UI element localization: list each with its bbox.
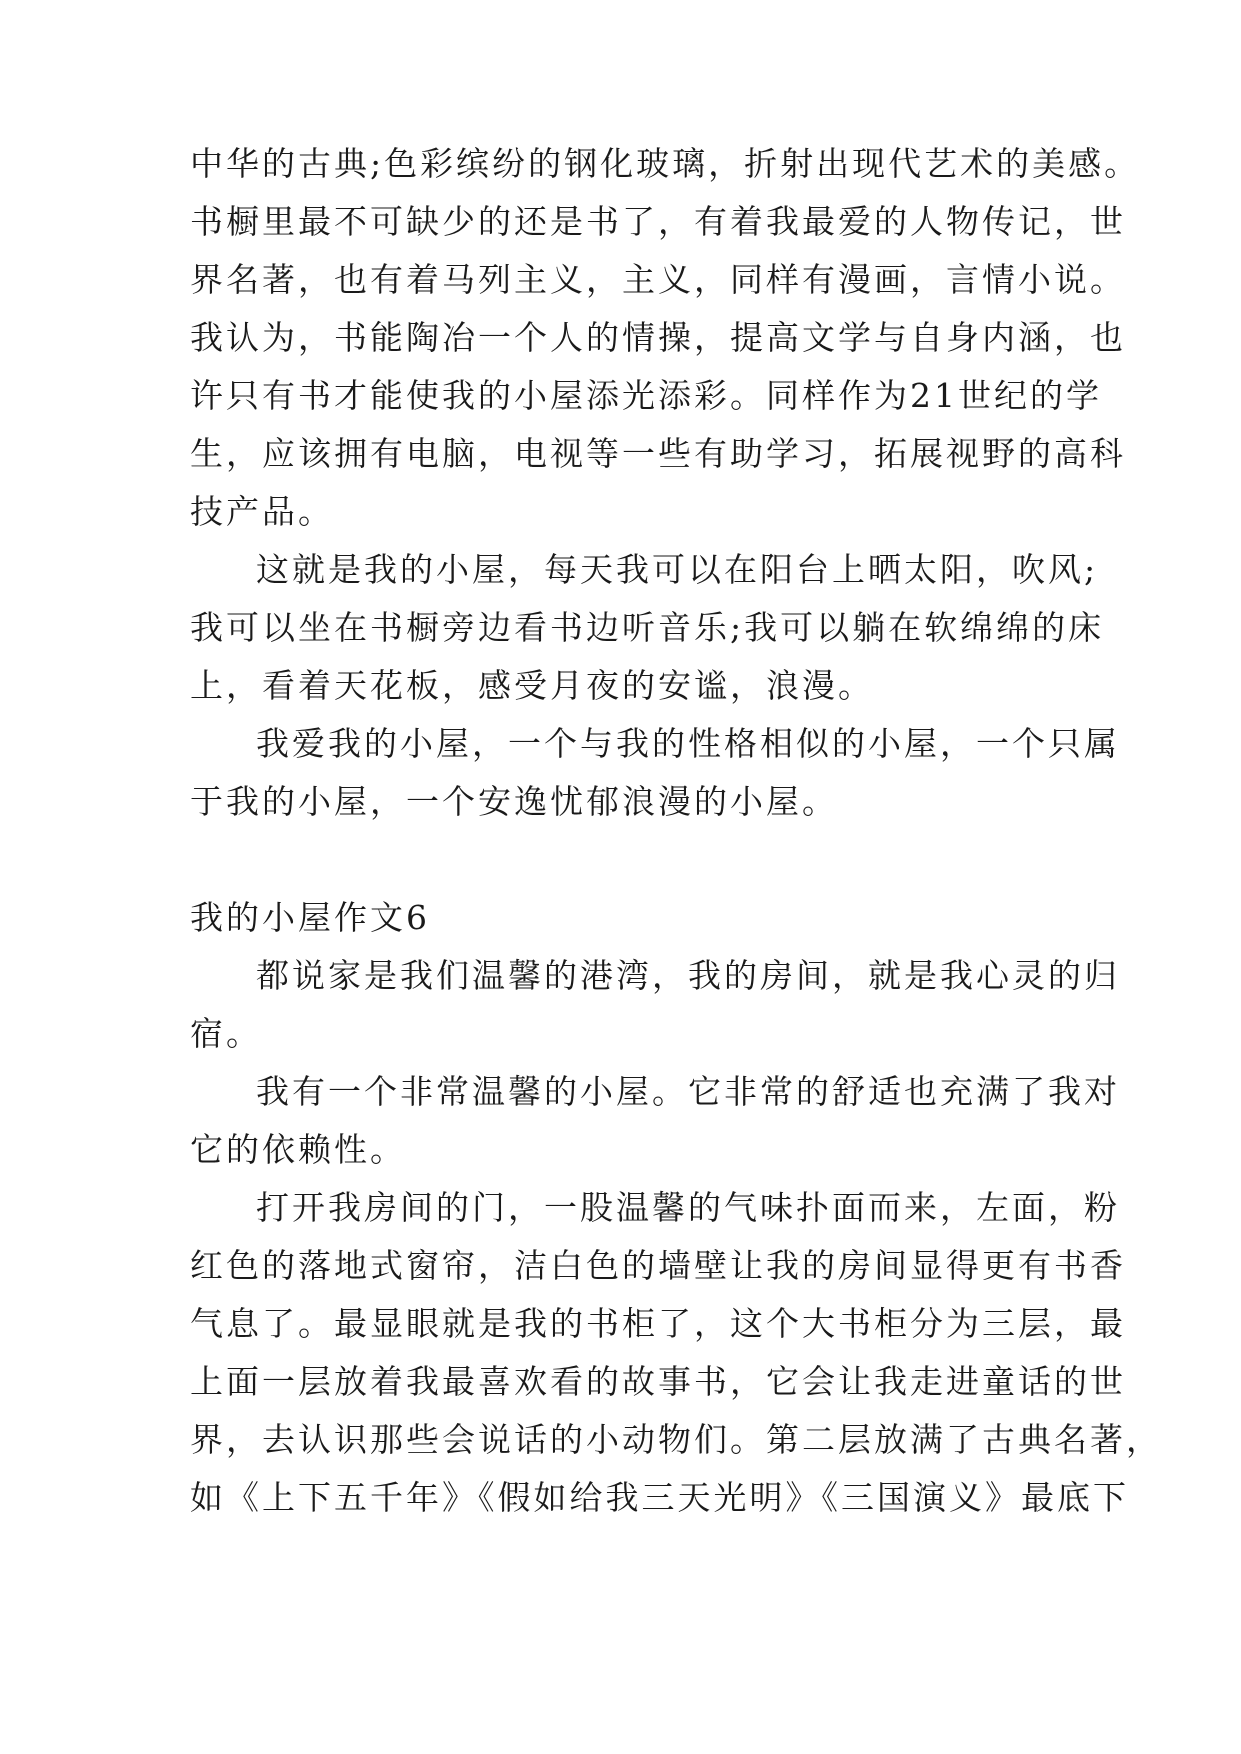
document-body	[190, 135, 1162, 1527]
text-line: 如《上下五千年》《假如给我三天光明》《三国演义》最底下	[190, 1478, 1129, 1517]
text-line: 中华的古典;色彩缤纷的钢化玻璃，折射出现代艺术的美感。	[190, 144, 1141, 183]
text-line: 都说家是我们温馨的港湾，我的房间，就是我心灵的归	[256, 956, 1120, 995]
paragraph	[190, 135, 1141, 541]
text-line: 上面一层放着我最喜欢看的故事书，它会让我走进童话的世	[190, 1362, 1126, 1401]
text-line: 界，去认识那些会说话的小动物们。第二层放满了古典名著，	[190, 1420, 1162, 1459]
text-line: 生，应该拥有电脑，电视等一些有助学习，拓展视野的高科	[190, 434, 1126, 473]
text-line: 宿。	[190, 1014, 262, 1053]
paragraph	[190, 947, 1120, 1063]
text-line: 气息了。最显眼就是我的书柜了，这个大书柜分为三层，最	[190, 1304, 1126, 1343]
text-line: 上，看着天花板，感受月夜的安谧，浪漫。	[190, 666, 874, 705]
text-line: 我有一个非常温馨的小屋。它非常的舒适也充满了我对	[256, 1072, 1120, 1111]
text-line: 这就是我的小屋，每天我可以在阳台上晒太阳，吹风;	[256, 550, 1099, 589]
text-line: 它的依赖性。	[190, 1130, 406, 1169]
paragraph	[190, 715, 1120, 831]
text-line: 于我的小屋，一个安逸忧郁浪漫的小屋。	[190, 782, 838, 821]
text-line: 我可以坐在书橱旁边看书边听音乐;我可以躺在软绵绵的床	[190, 608, 1105, 647]
text-line: 我爱我的小屋，一个与我的性格相似的小屋，一个只属	[256, 724, 1120, 763]
text-line: 书橱里最不可缺少的还是书了，有着我最爱的人物传记，世	[190, 202, 1126, 241]
text-line: 红色的落地式窗帘，洁白色的墙壁让我的房间显得更有书香	[190, 1246, 1126, 1285]
text-line: 界名著，也有着马列主义，主义，同样有漫画，言情小说。	[190, 260, 1126, 299]
text-line: 打开我房间的门，一股温馨的气味扑面而来，左面，粉	[256, 1188, 1120, 1227]
section-title: 我的小屋作文6	[190, 898, 430, 937]
text-line: 我认为，书能陶冶一个人的情操，提高文学与自身内涵，也	[190, 318, 1126, 357]
text-line: 技产品。	[190, 492, 334, 531]
paragraph	[190, 1063, 1120, 1179]
paragraph	[190, 541, 1105, 715]
paragraph	[190, 1179, 1162, 1527]
blank-line	[190, 831, 1060, 889]
text-line: 许只有书才能使我的小屋添光添彩。同样作为21世纪的学	[190, 376, 1102, 415]
